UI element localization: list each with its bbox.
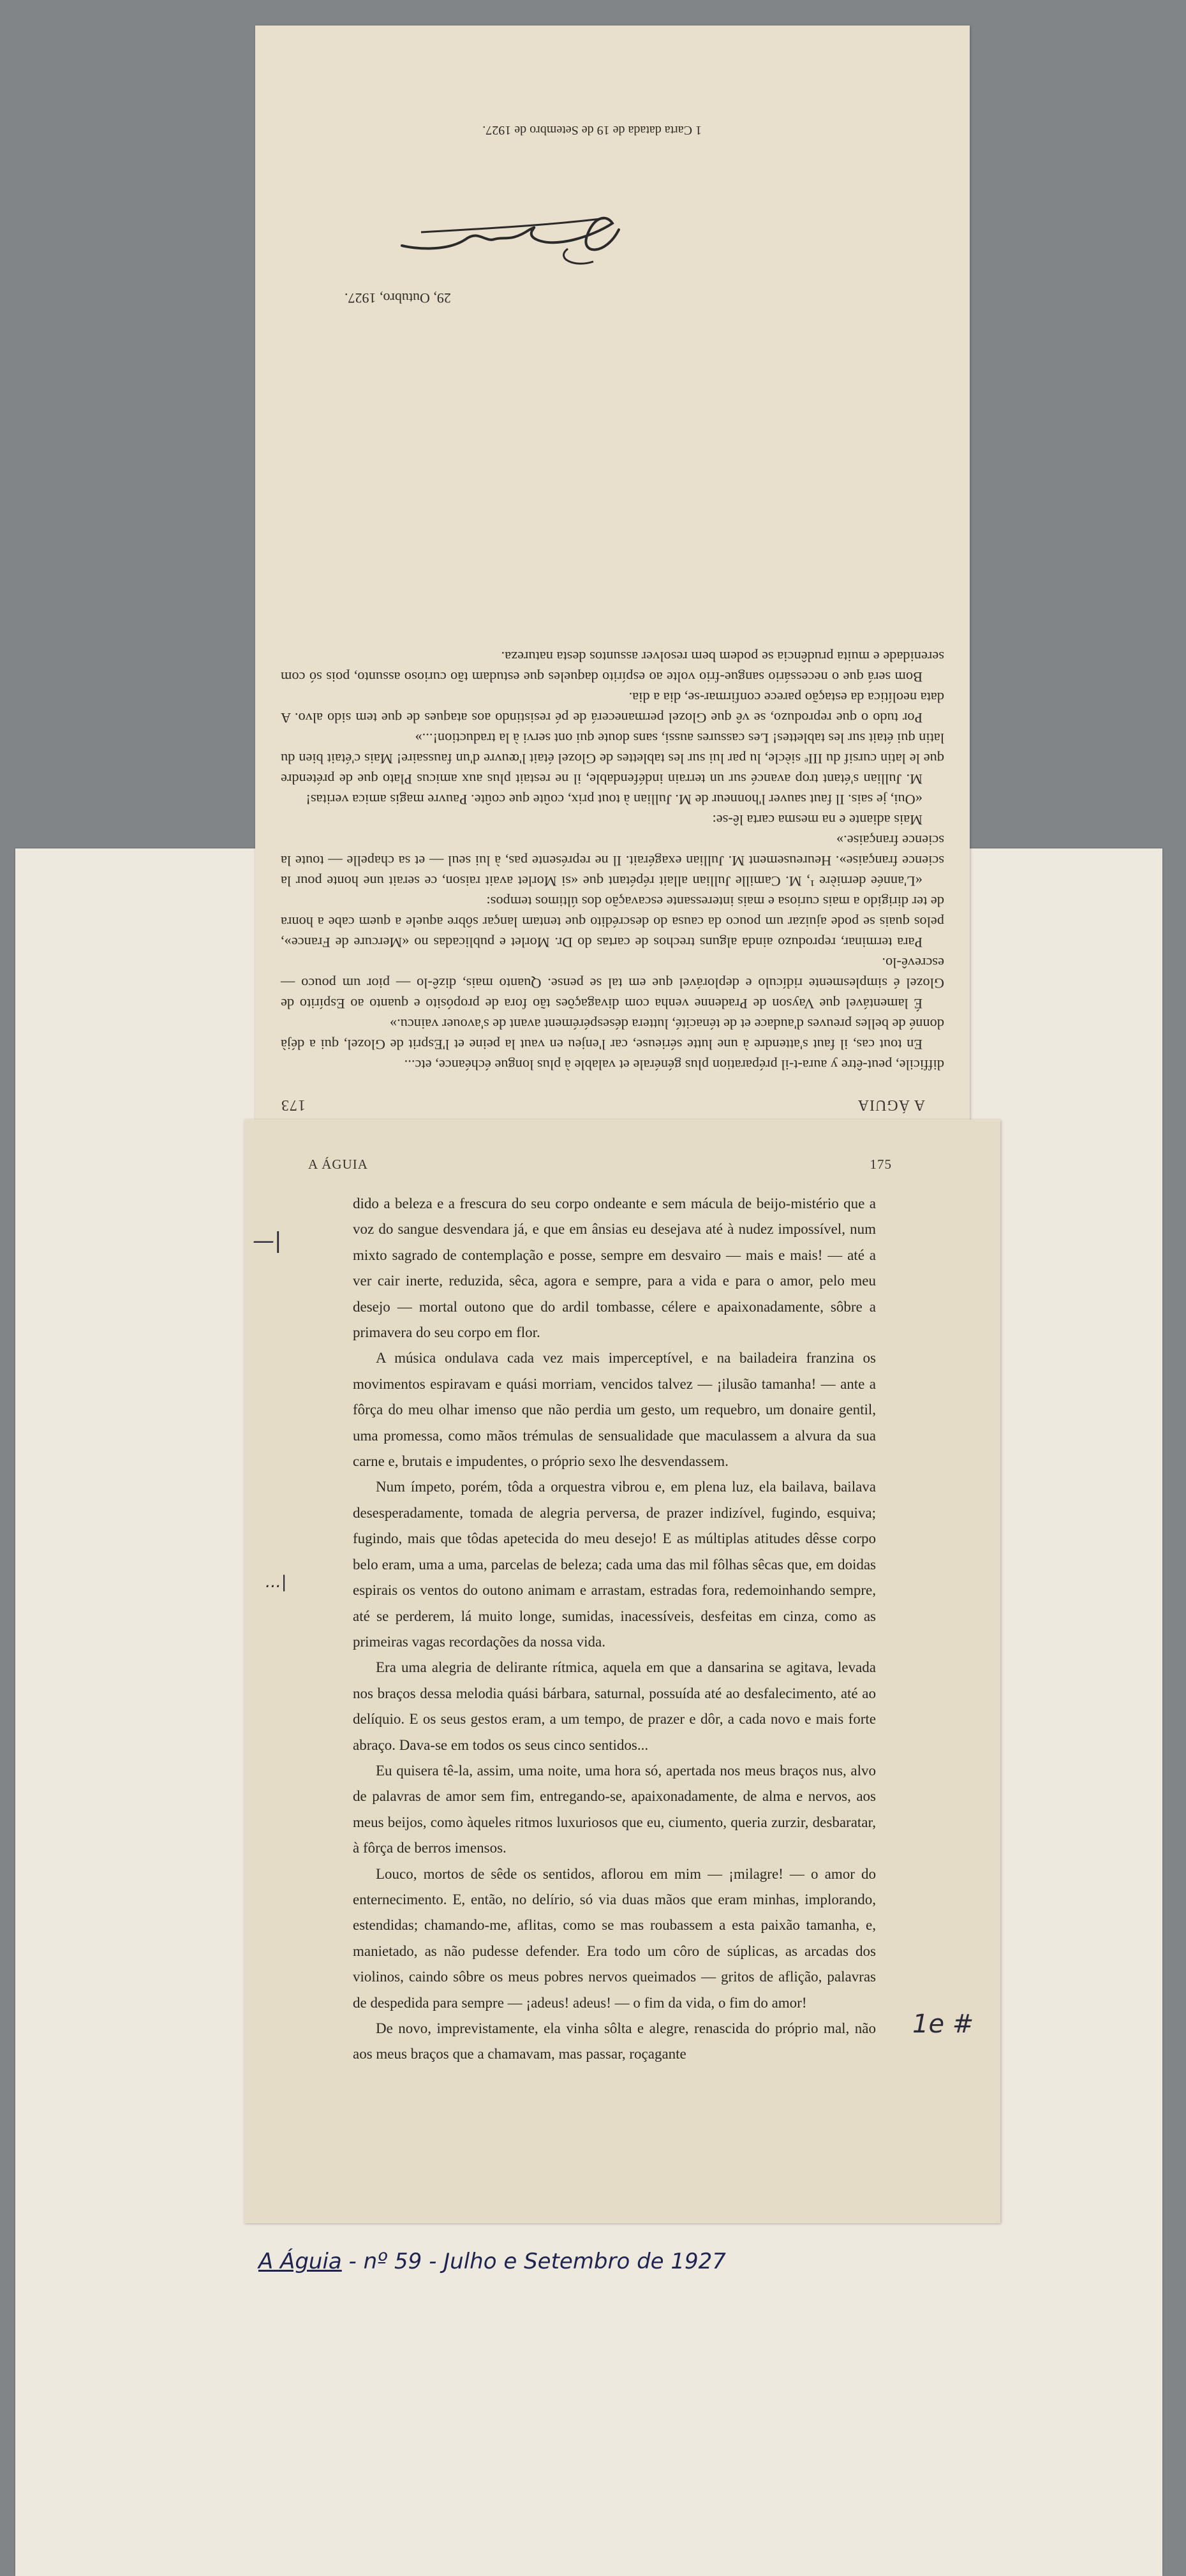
rotated-page-173: [255, 26, 970, 1132]
paragraph: Por tudo o que reproduzo, se vê que Glozel permanecerá de pé resistindo aos ataques de que tem sido alvo. A data neolítica da estação parece confirmar-se, dia a dia.: [281, 690, 944, 726]
bottom-header-title: A ÁGUIA: [308, 1157, 368, 1172]
paragraph: De novo, imprevistamente, ela vinha sôlta e alegre, renascida do próprio mal, não aos meus braços que a chamavam, mas passar, roçagante: [353, 2020, 876, 2062]
bottom-page-body: [353, 1191, 876, 2068]
bottom-page-number: 175: [870, 1157, 892, 1172]
paragraph: Louco, mortos de sêde os sentidos, aflorou em mim — ¡milagre! — o amor do enternecimento. E, então, no delírio, só via duas mãos que eram minhas, implorando, estendidas; chamando-me, aflitas, como se mas roubassem a esta paixão tamanha, e, manietado, as não pudesse defender. Era todo um côro de súplicas, as arcadas dos violinos, caindo sôbre os meus pobres nervos queimados — gritos de aflição, palavras de despedida para sempre — ¡adeus! adeus! — o fim da vida, o fim do amor!: [353, 1865, 876, 2011]
handwritten-caption: [258, 2249, 726, 2274]
paragraph: Era uma alegria de delirante rítmica, aquela em que a dansarina se agitava, levada nos braços dessa melodia quási bárbara, saturnal, possuída até ao desfalecimento, até ao delíquio. E os seus gestos eram, a um tempo, de prazer e dôr, a cada novo e mais forte abraço. Dava-se em todos os seus cinco sentidos...: [353, 1659, 876, 1753]
caption-title: A Águia: [258, 2249, 342, 2274]
bottom-page-header: [308, 1157, 892, 1182]
bottom-clipping: [244, 1120, 1000, 2223]
top-header-title: A ÁGUIA: [857, 1097, 925, 1113]
paragraph: «L'année dernière ¹, M. Camille Jullian allait répétant que «si Morlet avait raison, ce serait une honte pour la science française». Heureusement M. Jullian exagérait. Il ne représente pas, à lui seul — et sa chapelle — toute la science française.»: [281, 833, 944, 889]
paragraph: dido a beleza e a frescura do seu corpo ondeante e sem mácula de beijo-mistério que a voz do sangue desvendara já, e que em ânsias eu desejava até à nudez impossível, num mixto sagrado de contemplação e posse, sempre em desvairo — mais e mais! — até a ver cair inerte, reduzida, sêca, agora e sempre, para a vida e para o amor, pelo meu desejo — mortal outono que do ardil tombasse, célere e apaixonadamente, sôbre a primavera do seu corpo em flor.: [353, 1195, 876, 1341]
top-page-number: 173: [281, 1097, 306, 1113]
caption-rest: - nº 59 - Julho e Setembro de 1927: [341, 2249, 726, 2274]
paragraph: Mais adiante e na mesma carta lê-se:: [712, 812, 923, 828]
top-page-body: [281, 646, 944, 1075]
paragraph: Bom será que o necessário sangue-frio volte ao espírito daqueles que estudam tão curioso assunto, pois só com serenidade e muita prudência se podem bem resolver assuntos desta natureza.: [281, 649, 944, 685]
top-page-header: [281, 1088, 925, 1113]
paragraph: M. Jullian s'étant trop avancé sur un terrain indéfendable, il ne restait plus aux amicus Plato que de prétendre que le latin cursif du IIIᵉ siècle, lu par lui sur les tablettes de Glozel était l'œuvre d'un faussaire! Mais c'était bien du latin qui était sur les tablettes! Les cassures aussi, sans doute qui ont servi à la traduction!...»: [281, 730, 944, 787]
paragraph: A música ondulava cada vez mais imperceptível, e na bailadeira franzina os movimentos espiravam e quási morriam, vencidos talvez — ¡ilusão tamanha! — ante a fôrça do meu olhar imenso que não perdia um gesto, um requebro, um donaire gentil, uma promessa, como mãos trémulas de sensualidade que maculassem a alvura da sua carne e, brutais e impudentes, o próprio sexo lhe desvendassem.: [353, 1350, 876, 1470]
paragraph: Para terminar, reproduzo ainda alguns trechos de cartas do Dr. Morlet e publicadas no «Mercure de France», pelos quais se pode ajuizar um pouco da causa do descrédito que tentam lançar sôbre aquele a quem cabe a honra de ter dirigido a mais curiosa e mais interessante escavação dos últimos tempos:: [281, 894, 944, 951]
margin-mark: —|: [253, 1228, 282, 1254]
paragraph: Eu quisera tê-la, assim, uma noite, uma hora só, apertada nos meus braços nus, alvo de palavras de amor sem fim, entregando-se, apaixonadamente, de alma e nervos, aos meus beijos, como àqueles ritmos luxuriosos que eu, ciumento, queria zurzir, desbaratar, à fôrça de berros imensos.: [353, 1762, 876, 1856]
paragraph: difficile, peut-être y aura-t-il préparation plus générale et valable à plus longue échéance, etc...: [404, 1057, 944, 1073]
top-clipping: [255, 26, 970, 1132]
paragraph: «Oui, je sais. Il faut sauver l'honneur de M. Jullian à tout prix, coûte que coûte. Pauvre magis amica veritas!: [306, 792, 923, 808]
handwritten-note: 1e #: [912, 2010, 974, 2039]
footnote: 1 Carta datada de 19 de Setembro de 1927.: [482, 123, 702, 137]
date-line: 29, Outubro, 1927.: [345, 290, 451, 306]
handwritten-signature: [389, 204, 632, 274]
paragraph: En tout cas, il faut s'attendre à une lutte sérieuse, car l'enjeu en vaut la peine et l'Esprit de Glozel, qui a déjà donné de belles preuves d'audace et de ténacité, luttera désespérément avant de s'avouer vaincu.»: [281, 1016, 944, 1053]
paragraph: Num ímpeto, porém, tôda a orquestra vibrou e, em plena luz, ela bailava, bailava desesperadamente, tomada de alegria perversa, de prazer indizível, fugindo, esquiva; fugindo, mais que tôdas apetecida do meu desejo! E as múltiplas atitudes dêsse corpo belo eram, uma a uma, parcelas de beleza; cada uma das mil fôlhas sêcas que, em doidas espirais os ventos do outono animam e arrastam, estradas fora, redemoinhando sempre, até se perderem, lá muito longe, sumidas, inacessíveis, desfeitas em cinza, como as primeiras vagas recordações da nossa vida.: [353, 1479, 876, 1650]
margin-mark: ...|: [265, 1573, 287, 1592]
paragraph: É lamentável que Vayson de Pradenne venha com divagações tão fora de propósito e quanto ao Espírito de Glozel é simplesmente ridículo e deplorável que em tal se pense. Quanto mais, dizê-lo — pior um pouco — escrevê-lo.: [281, 955, 944, 1012]
